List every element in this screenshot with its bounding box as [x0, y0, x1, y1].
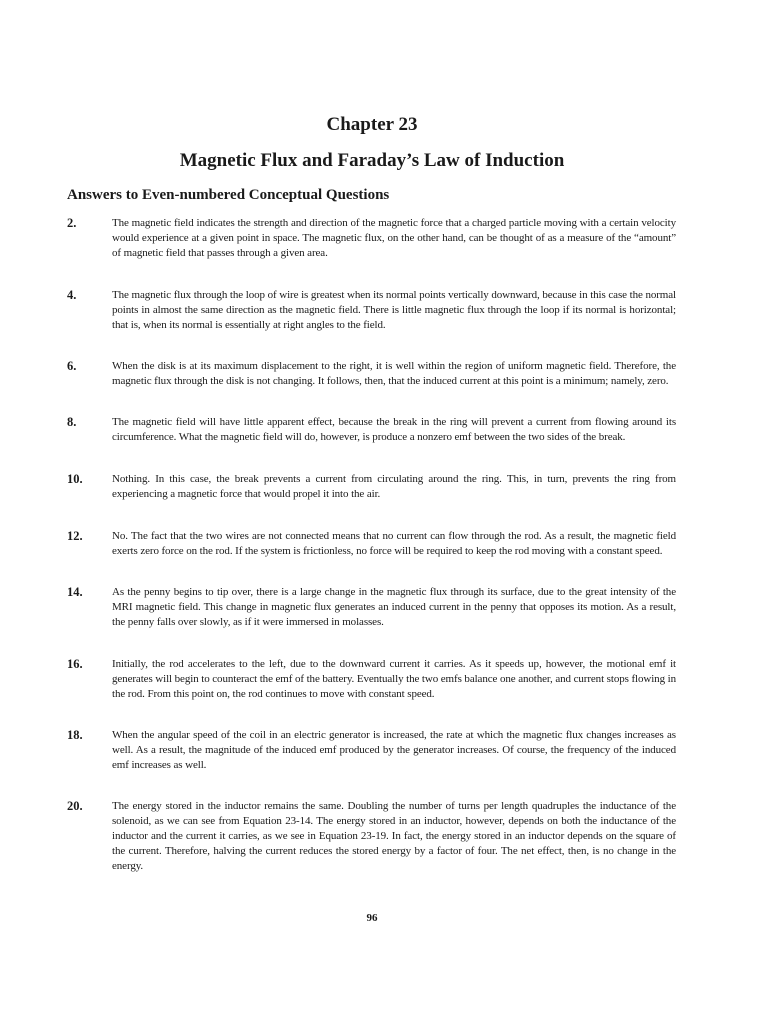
answer-text: Nothing. In this case, the break prevents a current from circulating around the ring. This, in turn, prevents the ring from experiencing a magnetic force that would propel it into the air. [112, 473, 676, 500]
answer-number: 18. [67, 728, 83, 742]
answer-number: 12. [67, 529, 83, 543]
answer-number: 2. [67, 216, 77, 230]
answer-text: The energy stored in the inductor remains the same. Doubling the number of turns per length quadruples the inductance of the solenoid, as we can see from Equation 23-14. The energy stored in an inductor, however, depends on both the inductance of the inductor and the current it carries, as we see in Equation 23-19. In fact, the energy stored in an inductor depends on the square of the current. Therefore, halving the current reduces the stored energy by a factor of four. The net effect, then, is no change in the energy. [112, 800, 676, 872]
answer-text: No. The fact that the two wires are not connected means that no current can flow through the rod. As a result, the magnetic field exerts zero force on the rod. If the system is frictionless, no force will be required to keep the rod moving with a constant speed. [112, 530, 676, 557]
chapter-title: Magnetic Flux and Faraday’s Law of Induction [179, 150, 565, 171]
page-number: 96 [366, 912, 378, 924]
section-heading: Answers to Even-numbered Conceptual Questions [67, 187, 390, 203]
answer-text: The magnetic flux through the loop of wire is greatest when its normal points vertically downward, because in this case the normal points in almost the same direction as the magnetic field. There is little magnetic flux through the loop if its normal is horizontal; that is, when its normal is essentially at right angles to the field. [112, 289, 676, 331]
answer-number: 6. [67, 359, 77, 373]
answer-number: 8. [67, 415, 77, 429]
answer-number: 14. [67, 585, 83, 599]
answer-number: 16. [67, 657, 83, 671]
answer-text: When the disk is at its maximum displacement to the right, it is well within the region of uniform magnetic field. Therefore, the magnetic flux through the disk is not changing. It follows, then, that the induced current at this point is a minimum; namely, zero. [112, 360, 676, 387]
answer-text: The magnetic field will have little apparent effect, because the break in the ring will prevent a current from flowing around its circumference. What the magnetic field will do, however, is produce a nonzero emf between the two sides of the break. [112, 416, 676, 443]
answer-text: Initially, the rod accelerates to the left, due to the downward current it carries. As it speeds up, however, the motional emf it generates will begin to counteract the emf of the battery. Eventually the two emfs balance one another, and current stops flowing in the rod. From this point on, the rod continues to move with constant speed. [112, 658, 676, 700]
answer-text: The magnetic field indicates the strength and direction of the magnetic force that a charged particle moving with a certain velocity would experience at a given point in space. The magnetic flux, on the other hand, can be thought of as a measure of the “amount” of magnetic field that passes through a given area. [112, 217, 676, 259]
answer-number: 20. [67, 799, 83, 813]
answer-number: 10. [67, 472, 83, 486]
answer-text: When the angular speed of the coil in an electric generator is increased, the rate at which the magnetic flux changes increases as well. As a result, the magnitude of the induced emf produced by the generator increases. Of course, the frequency of the induced emf increases as well. [112, 729, 676, 771]
chapter-label: Chapter 23 [326, 114, 418, 135]
answer-text: As the penny begins to tip over, there is a large change in the magnetic flux through its surface, due to the great intensity of the MRI magnetic field. This change in magnetic flux generates an induced current in the penny that opposes its motion. As a result, the penny falls over slowly, as if it were immersed in molasses. [112, 586, 676, 628]
answer-number: 4. [67, 288, 77, 302]
